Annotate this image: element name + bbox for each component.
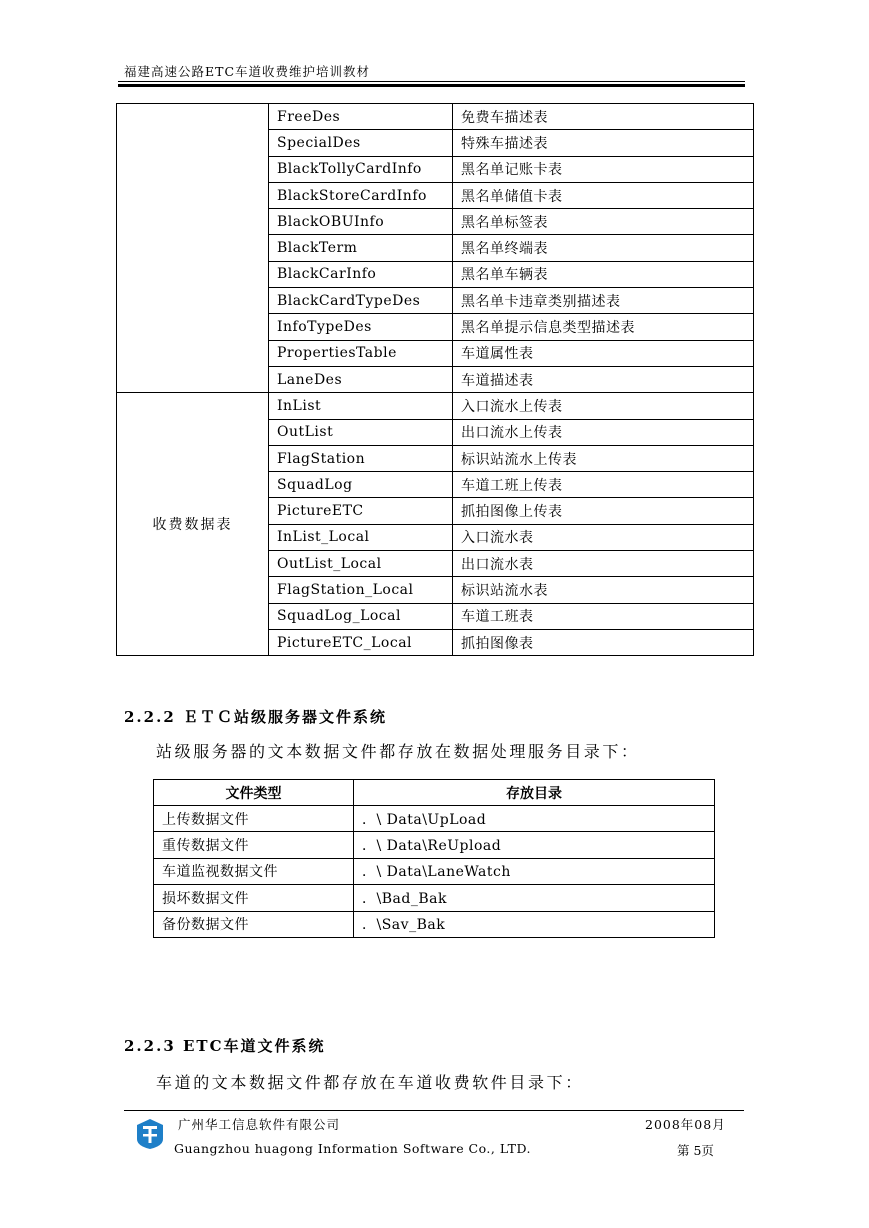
table-name-cell: BlackTollyCardInfo [269, 156, 453, 182]
section-2-2-2-paragraph: 站级服务器的文本数据文件都存放在数据处理服务目录下： [156, 742, 640, 761]
table-row [117, 393, 754, 419]
footer-company-en: Guangzhou huagong Information Software Co., LTD. [174, 1141, 532, 1156]
table-name-cell: FreeDes [269, 104, 453, 130]
footer-page-number: 第 5页 [677, 1143, 714, 1158]
table-name-cell: BlackStoreCardInfo [269, 182, 453, 208]
directory-cell: ．\ Data\LaneWatch [354, 858, 715, 884]
table-row [154, 858, 715, 884]
section-heading-2-2-3: 2.2.3 ETC车道文件系统 [124, 1037, 326, 1055]
table-name-cell: InfoTypeDes [269, 314, 453, 340]
table-desc-cell: 黑名单终端表 [453, 235, 754, 261]
file-type-cell: 车道监视数据文件 [154, 858, 354, 884]
table-desc-cell: 抓拍图像上传表 [453, 498, 754, 524]
directory-cell: ．\Bad_Bak [354, 885, 715, 911]
table-desc-cell: 车道工班表 [453, 603, 754, 629]
header-rule-thick [118, 84, 745, 87]
table-desc-cell: 出口流水表 [453, 551, 754, 577]
table-name-cell: PictureETC [269, 498, 453, 524]
table-name-cell: SpecialDes [269, 130, 453, 156]
table-name-cell: FlagStation_Local [269, 577, 453, 603]
company-logo [132, 1117, 168, 1155]
table-name-cell: PropertiesTable [269, 340, 453, 366]
table-desc-cell: 车道描述表 [453, 366, 754, 392]
directory-cell: ．\ Data\ReUpload [354, 832, 715, 858]
file-directory-table [153, 779, 715, 938]
column-header-file-type: 文件类型 [154, 780, 354, 806]
table-name-cell: BlackCardTypeDes [269, 288, 453, 314]
file-type-cell: 备份数据文件 [154, 911, 354, 937]
footer-company-cn: 广州华工信息软件有限公司 [178, 1117, 341, 1132]
group-label-cell [117, 104, 269, 393]
table-name-cell: FlagStation [269, 445, 453, 471]
table-desc-cell: 黑名单储值卡表 [453, 182, 754, 208]
table-name-cell: BlackCarInfo [269, 261, 453, 287]
page-header-title: 福建高速公路ETC车道收费维护培训教材 [124, 64, 371, 79]
table-desc-cell: 特殊车描述表 [453, 130, 754, 156]
table-row [117, 104, 754, 130]
section-heading-2-2-2: 2.2.2 ＥＴＣ站级服务器文件系统 [124, 708, 387, 726]
table-name-cell: BlackOBUInfo [269, 209, 453, 235]
table-desc-cell: 黑名单车辆表 [453, 261, 754, 287]
table-desc-cell: 车道工班上传表 [453, 472, 754, 498]
table-name-cell: OutList [269, 419, 453, 445]
file-type-cell: 上传数据文件 [154, 806, 354, 832]
table-desc-cell: 入口流水上传表 [453, 393, 754, 419]
table-row [154, 806, 715, 832]
directory-cell: ．\Sav_Bak [354, 911, 715, 937]
table-desc-cell: 黑名单标签表 [453, 209, 754, 235]
footer-rule [124, 1110, 744, 1111]
table-desc-cell: 黑名单记账卡表 [453, 156, 754, 182]
directory-cell: ．\ Data\UpLoad [354, 806, 715, 832]
table-header-row [154, 780, 715, 806]
table-desc-cell: 标识站流水上传表 [453, 445, 754, 471]
file-type-cell: 重传数据文件 [154, 832, 354, 858]
header-rule [118, 81, 745, 82]
table-desc-cell: 黑名单提示信息类型描述表 [453, 314, 754, 340]
footer-date: 2008年08月 [645, 1117, 726, 1132]
table-desc-cell: 黑名单卡违章类别描述表 [453, 288, 754, 314]
table-row [154, 911, 715, 937]
table-name-cell: OutList_Local [269, 551, 453, 577]
table-name-cell: SquadLog [269, 472, 453, 498]
table-name-cell: SquadLog_Local [269, 603, 453, 629]
table-name-cell: InList [269, 393, 453, 419]
section-2-2-3-paragraph: 车道的文本数据文件都存放在车道收费软件目录下： [156, 1073, 584, 1092]
table-name-cell: InList_Local [269, 524, 453, 550]
table-row [154, 885, 715, 911]
table-desc-cell: 出口流水上传表 [453, 419, 754, 445]
table-row [154, 832, 715, 858]
file-type-cell: 损坏数据文件 [154, 885, 354, 911]
table-name-cell: BlackTerm [269, 235, 453, 261]
table-desc-cell: 抓拍图像表 [453, 629, 754, 655]
column-header-directory: 存放目录 [354, 780, 715, 806]
table-desc-cell: 车道属性表 [453, 340, 754, 366]
table-desc-cell: 入口流水表 [453, 524, 754, 550]
table-name-cell: PictureETC_Local [269, 629, 453, 655]
table-desc-cell: 免费车描述表 [453, 104, 754, 130]
database-tables-table [116, 103, 754, 656]
table-name-cell: LaneDes [269, 366, 453, 392]
group-label-cell: 收费数据表 [117, 393, 269, 656]
table-desc-cell: 标识站流水表 [453, 577, 754, 603]
